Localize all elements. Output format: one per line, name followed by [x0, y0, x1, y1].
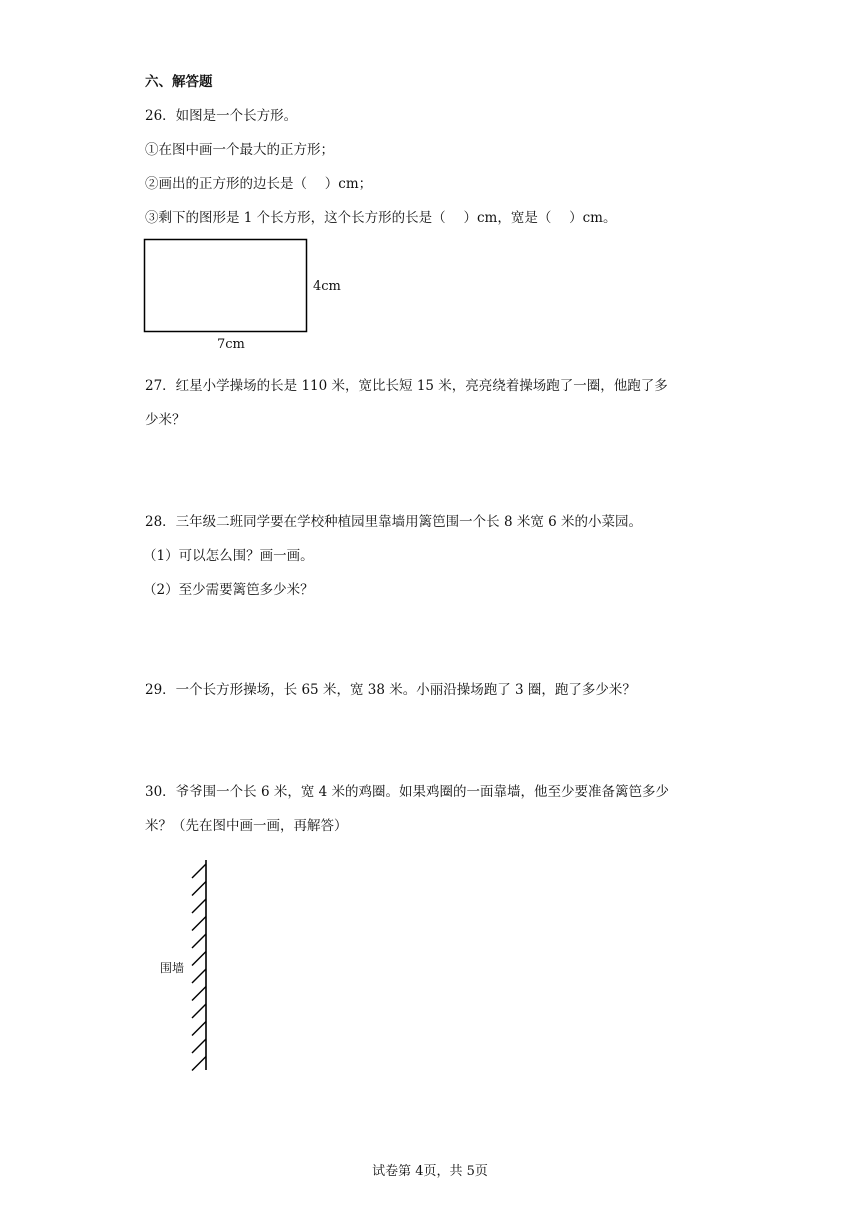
rectangle-width-label: 7cm: [217, 337, 245, 352]
question-28-stem: 28．三年级二班同学要在学校种植园里靠墙用篱笆围一个长 8 米宽 6 米的小菜园。: [145, 514, 643, 530]
question-26-step-2: ②画出的正方形的边长是（ ）cm；: [145, 176, 373, 192]
wall-label: 围墙: [160, 961, 185, 975]
wall-hatch-mark: [192, 969, 206, 983]
wall-hatch-mark: [192, 1057, 206, 1071]
wall-hatch-mark: [192, 1039, 206, 1053]
question-28-part-1: （1）可以怎么围？画一画。: [143, 548, 314, 564]
wall-hatch-mark: [192, 934, 206, 948]
wall-hatch-mark: [192, 882, 206, 896]
wall-hatching: [192, 864, 206, 1071]
page-footer: 试卷第 4页，共 5页: [372, 1164, 488, 1179]
section-title: 六、解答题: [145, 74, 213, 90]
question-26-step-1: ①在图中画一个最大的正方形；: [145, 142, 334, 158]
wall-figure: [190, 858, 210, 1073]
question-27-line-2: 少米？: [145, 412, 186, 428]
question-28-part-2: （2）至少需要篱笆多少米？: [143, 582, 314, 598]
question-26-step-3: ③剩下的图形是 1 个长方形，这个长方形的长是（ ）cm，宽是（ ）cm。: [145, 210, 617, 226]
wall-hatch-mark: [192, 1022, 206, 1036]
rectangle-figure: [143, 238, 313, 338]
question-26-stem: 26．如图是一个长方形。: [145, 108, 298, 124]
question-27-line-1: 27．红星小学操场的长是 110 米，宽比长短 15 米，亮亮绕着操场跑了一圈，他跑了多: [145, 378, 668, 394]
question-30-line-1: 30．爷爷围一个长 6 米，宽 4 米的鸡圈。如果鸡圈的一面靠墙，他至少要准备篱笆多少: [145, 784, 670, 800]
rectangle-height-label: 4cm: [313, 279, 341, 294]
wall-hatch-mark: [192, 899, 206, 913]
wall-hatch-mark: [192, 1004, 206, 1018]
wall-hatch-mark: [192, 917, 206, 931]
question-29-stem: 29．一个长方形操场，长 65 米，宽 38 米。小丽沿操场跑了 3 圈，跑了多少米？: [145, 682, 636, 698]
wall-hatch-mark: [192, 864, 206, 878]
question-30-line-2: 米？（先在图中画一画，再解答）: [145, 818, 348, 834]
wall-hatch-mark: [192, 987, 206, 1001]
wall-hatch-mark: [192, 952, 206, 966]
rectangle-shape: [145, 240, 307, 332]
